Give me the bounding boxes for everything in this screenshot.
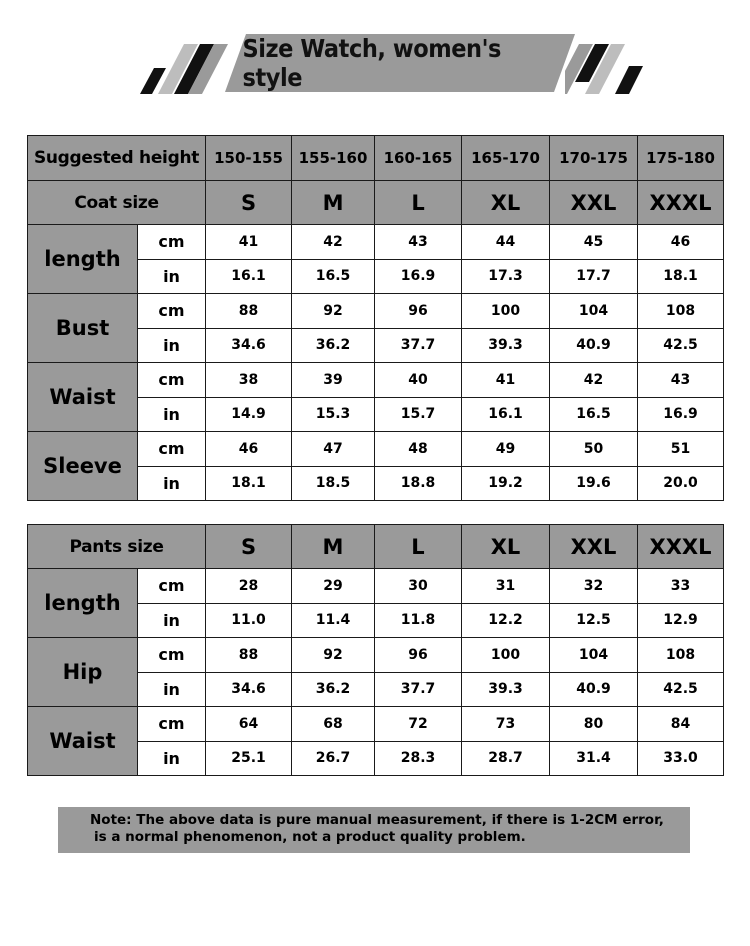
- measure-name: Waist: [28, 707, 138, 776]
- measure-name: length: [28, 569, 138, 638]
- value-cell: 80: [550, 707, 638, 742]
- value-cell: 49: [462, 432, 550, 467]
- value-cell: 12.5: [550, 603, 638, 638]
- size-cell: L: [375, 525, 462, 569]
- size-cell: S: [206, 181, 292, 225]
- coat-size-row: [28, 181, 724, 225]
- value-cell: 28.7: [462, 741, 550, 776]
- value-cell: 46: [206, 432, 292, 467]
- value-cell: 42: [550, 363, 638, 398]
- measure-name: Bust: [28, 294, 138, 363]
- value-cell: 47: [292, 432, 375, 467]
- left-stripes-decoration: [140, 38, 230, 94]
- measure-row-cm: [28, 294, 724, 329]
- value-cell: 41: [206, 225, 292, 260]
- value-cell: 34.6: [206, 328, 292, 363]
- value-cell: 100: [462, 638, 550, 673]
- value-cell: 15.3: [292, 397, 375, 432]
- value-cell: 36.2: [292, 328, 375, 363]
- note-line-2: is a normal phenomenon, not a product quality problem.: [94, 829, 526, 845]
- value-cell: 18.1: [638, 259, 724, 294]
- value-cell: 41: [462, 363, 550, 398]
- height-cell: 175-180: [638, 136, 724, 181]
- measure-row-cm: [28, 707, 724, 742]
- value-cell: 50: [550, 432, 638, 467]
- height-cell: 165-170: [462, 136, 550, 181]
- value-cell: 12.9: [638, 603, 724, 638]
- value-cell: 92: [292, 294, 375, 329]
- unit-label: in: [138, 741, 206, 776]
- value-cell: 40.9: [550, 328, 638, 363]
- value-cell: 11.8: [375, 603, 462, 638]
- measure-name: Hip: [28, 638, 138, 707]
- measure-row-cm: [28, 569, 724, 604]
- value-cell: 18.5: [292, 466, 375, 501]
- value-cell: 17.3: [462, 259, 550, 294]
- measure-name: length: [28, 225, 138, 294]
- value-cell: 30: [375, 569, 462, 604]
- value-cell: 39: [292, 363, 375, 398]
- title-banner: [0, 30, 750, 100]
- size-cell: L: [375, 181, 462, 225]
- measure-row-cm: [28, 225, 724, 260]
- value-cell: 51: [638, 432, 724, 467]
- value-cell: 108: [638, 638, 724, 673]
- value-cell: 28: [206, 569, 292, 604]
- value-cell: 19.6: [550, 466, 638, 501]
- value-cell: 16.9: [375, 259, 462, 294]
- value-cell: 31: [462, 569, 550, 604]
- unit-label: cm: [138, 432, 206, 467]
- height-cell: 170-175: [550, 136, 638, 181]
- value-cell: 64: [206, 707, 292, 742]
- value-cell: 19.2: [462, 466, 550, 501]
- value-cell: 72: [375, 707, 462, 742]
- value-cell: 38: [206, 363, 292, 398]
- measure-name: Sleeve: [28, 432, 138, 501]
- value-cell: 104: [550, 294, 638, 329]
- note-box: [58, 807, 690, 853]
- value-cell: 39.3: [462, 328, 550, 363]
- measure-name: Waist: [28, 363, 138, 432]
- value-cell: 28.3: [375, 741, 462, 776]
- value-cell: 42.5: [638, 672, 724, 707]
- value-cell: 11.4: [292, 603, 375, 638]
- unit-label: cm: [138, 294, 206, 329]
- pants-size-table: [27, 524, 724, 776]
- unit-label: cm: [138, 638, 206, 673]
- size-cell: XL: [462, 525, 550, 569]
- value-cell: 18.1: [206, 466, 292, 501]
- value-cell: 33: [638, 569, 724, 604]
- value-cell: 73: [462, 707, 550, 742]
- unit-label: in: [138, 672, 206, 707]
- value-cell: 31.4: [550, 741, 638, 776]
- coat-size-label: Coat size: [28, 181, 206, 225]
- value-cell: 16.1: [206, 259, 292, 294]
- value-cell: 92: [292, 638, 375, 673]
- size-cell: M: [292, 181, 375, 225]
- unit-label: in: [138, 397, 206, 432]
- value-cell: 88: [206, 294, 292, 329]
- value-cell: 43: [375, 225, 462, 260]
- value-cell: 25.1: [206, 741, 292, 776]
- height-cell: 155-160: [292, 136, 375, 181]
- value-cell: 16.5: [550, 397, 638, 432]
- value-cell: 44: [462, 225, 550, 260]
- size-cell: S: [206, 525, 292, 569]
- measure-row-cm: [28, 363, 724, 398]
- size-cell: XXL: [550, 181, 638, 225]
- unit-label: cm: [138, 707, 206, 742]
- coat-size-table: [27, 135, 724, 501]
- measure-row-cm: [28, 432, 724, 467]
- value-cell: 36.2: [292, 672, 375, 707]
- value-cell: 16.9: [638, 397, 724, 432]
- value-cell: 40.9: [550, 672, 638, 707]
- value-cell: 18.8: [375, 466, 462, 501]
- unit-label: cm: [138, 363, 206, 398]
- right-stripes-decoration: [565, 38, 650, 94]
- value-cell: 43: [638, 363, 724, 398]
- unit-label: in: [138, 603, 206, 638]
- value-cell: 29: [292, 569, 375, 604]
- size-cell: XXL: [550, 525, 638, 569]
- unit-label: in: [138, 259, 206, 294]
- value-cell: 42: [292, 225, 375, 260]
- value-cell: 17.7: [550, 259, 638, 294]
- value-cell: 100: [462, 294, 550, 329]
- value-cell: 16.5: [292, 259, 375, 294]
- size-cell: XL: [462, 181, 550, 225]
- pants-size-label: Pants size: [28, 525, 206, 569]
- unit-label: in: [138, 328, 206, 363]
- unit-label: cm: [138, 569, 206, 604]
- value-cell: 40: [375, 363, 462, 398]
- size-cell: XXXL: [638, 525, 724, 569]
- size-cell: XXXL: [638, 181, 724, 225]
- unit-label: cm: [138, 225, 206, 260]
- size-cell: M: [292, 525, 375, 569]
- measure-row-cm: [28, 638, 724, 673]
- value-cell: 20.0: [638, 466, 724, 501]
- value-cell: 26.7: [292, 741, 375, 776]
- value-cell: 33.0: [638, 741, 724, 776]
- value-cell: 42.5: [638, 328, 724, 363]
- note-text: [90, 812, 690, 846]
- value-cell: 39.3: [462, 672, 550, 707]
- height-cell: 160-165: [375, 136, 462, 181]
- height-row: [28, 136, 724, 181]
- value-cell: 84: [638, 707, 724, 742]
- value-cell: 45: [550, 225, 638, 260]
- value-cell: 16.1: [462, 397, 550, 432]
- value-cell: 34.6: [206, 672, 292, 707]
- value-cell: 104: [550, 638, 638, 673]
- value-cell: 11.0: [206, 603, 292, 638]
- value-cell: 46: [638, 225, 724, 260]
- value-cell: 37.7: [375, 672, 462, 707]
- value-cell: 37.7: [375, 328, 462, 363]
- value-cell: 108: [638, 294, 724, 329]
- unit-label: in: [138, 466, 206, 501]
- value-cell: 96: [375, 638, 462, 673]
- value-cell: 88: [206, 638, 292, 673]
- page-title: Size Watch, women's style: [242, 34, 501, 92]
- value-cell: 48: [375, 432, 462, 467]
- value-cell: 96: [375, 294, 462, 329]
- value-cell: 12.2: [462, 603, 550, 638]
- value-cell: 15.7: [375, 397, 462, 432]
- value-cell: 68: [292, 707, 375, 742]
- height-cell: 150-155: [206, 136, 292, 181]
- note-line-1: Note: The above data is pure manual measurement, if there is 1-2CM error,: [90, 812, 664, 828]
- value-cell: 14.9: [206, 397, 292, 432]
- value-cell: 32: [550, 569, 638, 604]
- pants-size-row: [28, 525, 724, 569]
- height-label: Suggested height: [28, 136, 206, 181]
